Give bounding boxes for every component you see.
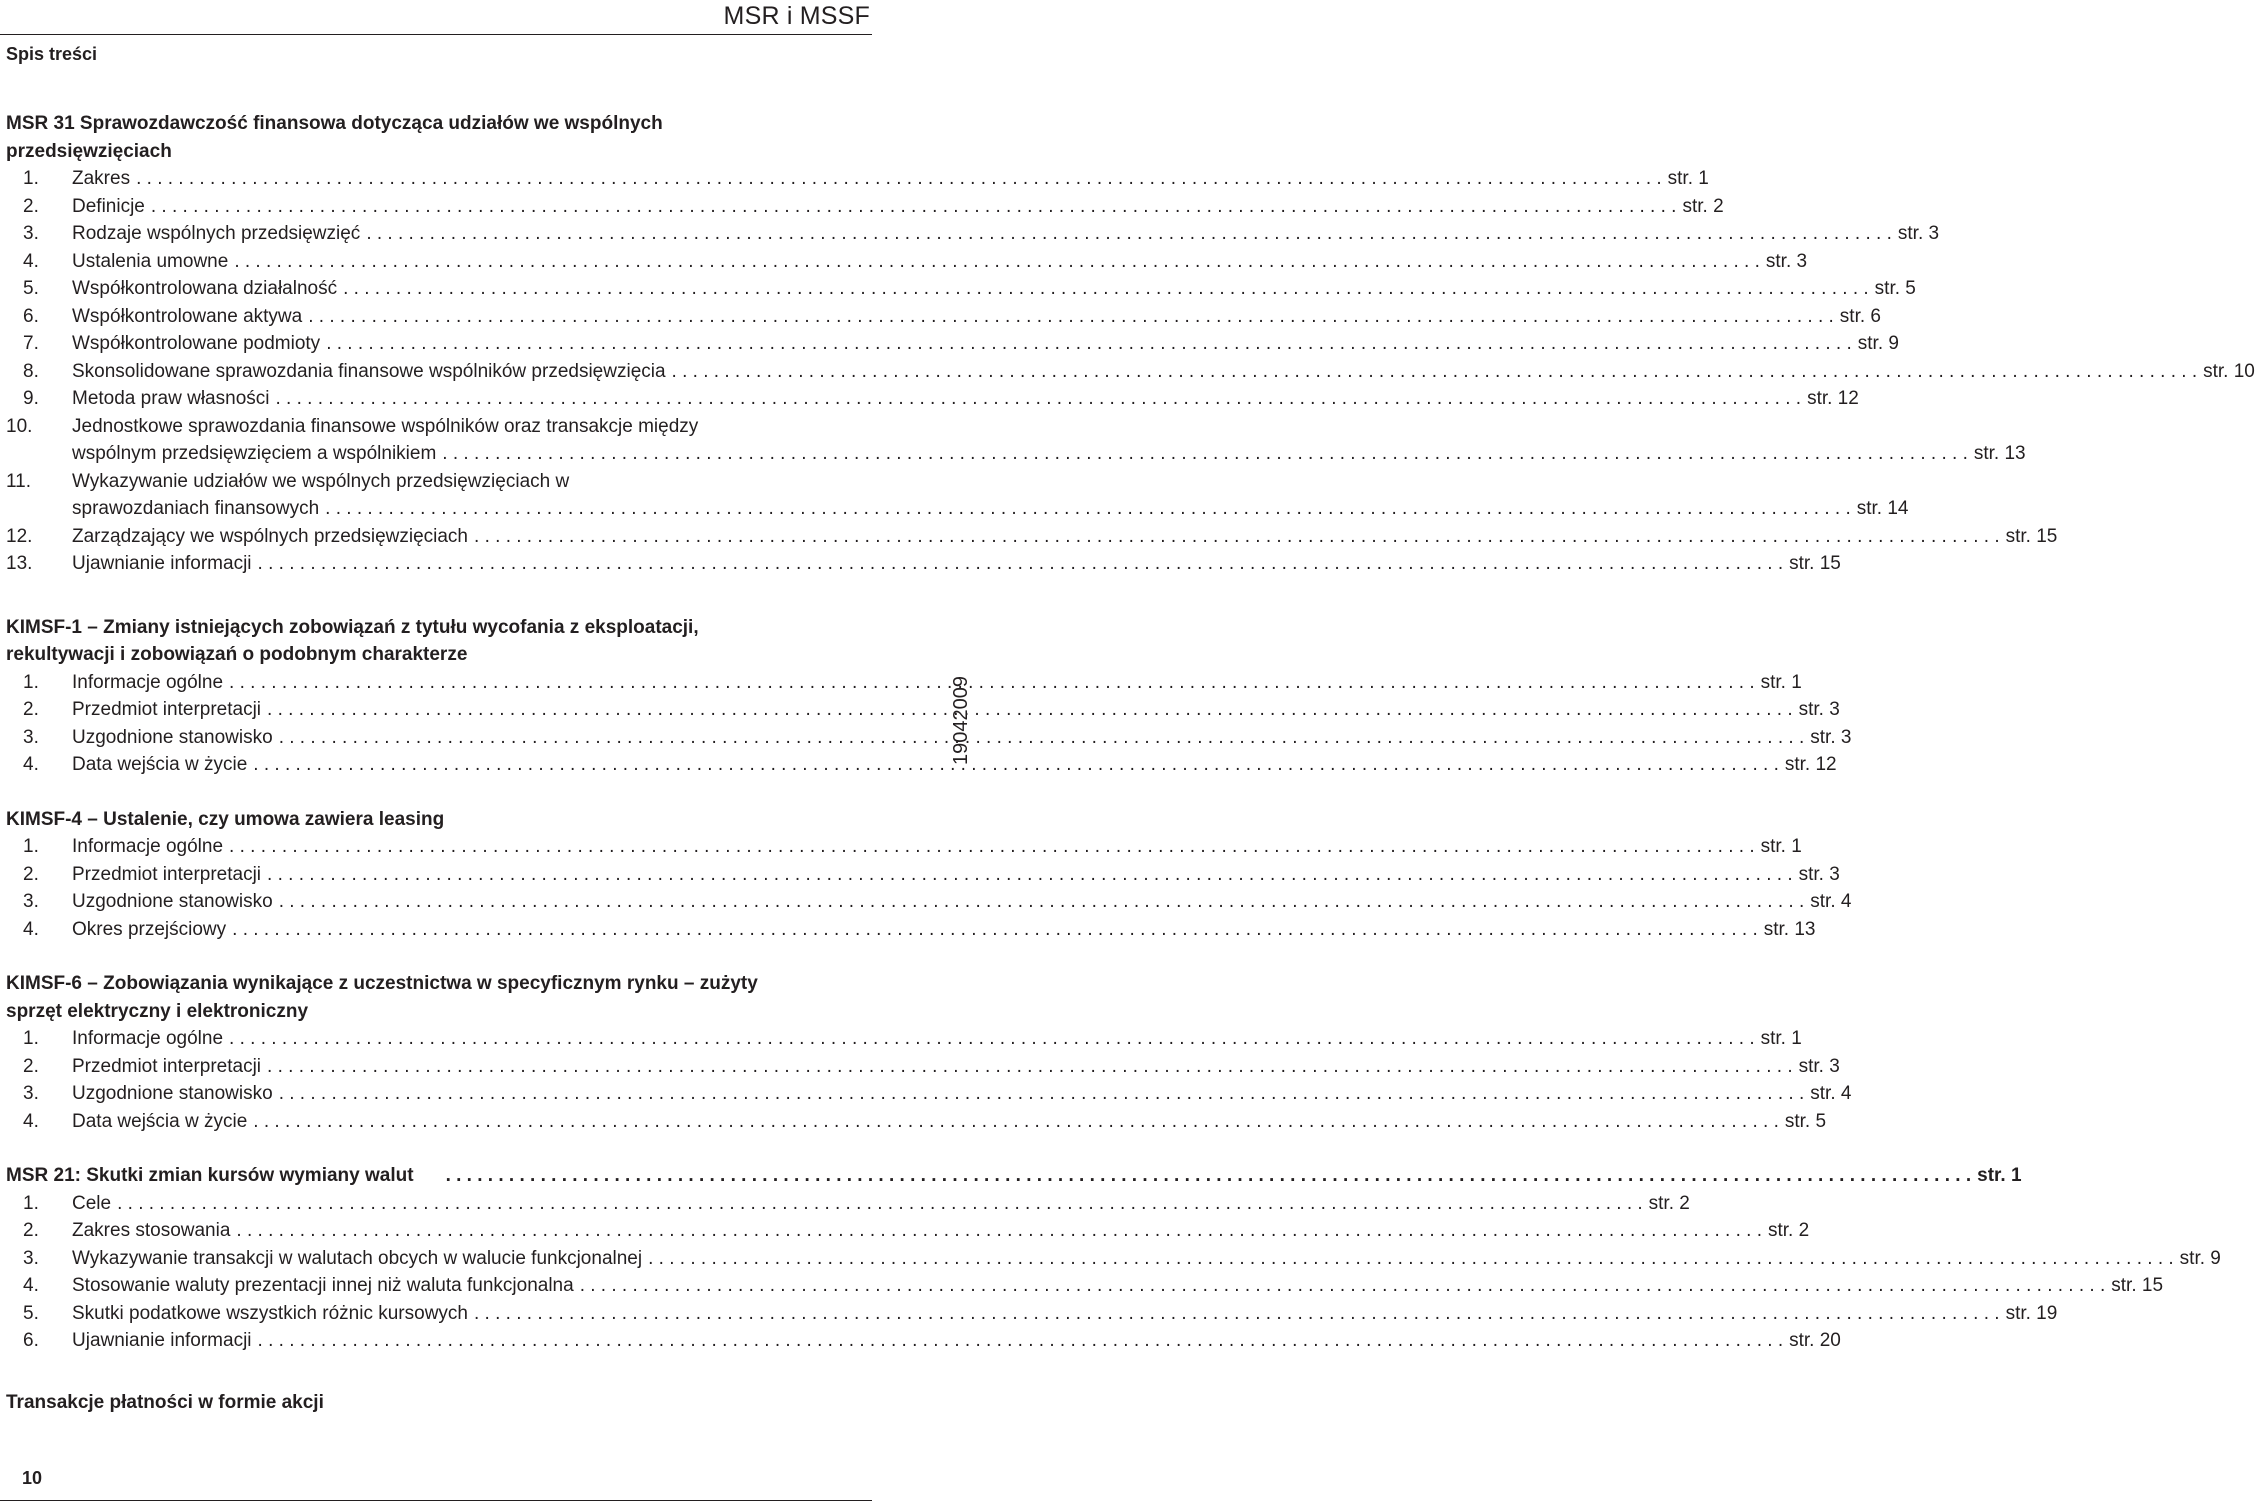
toc-entry [6,751,1837,779]
entry-body [72,358,2255,386]
entry-number: 5. [23,278,39,299]
section-title [6,970,870,1025]
entry-text: Zarządzający we wspólnych przedsięwzięciach [72,525,469,547]
entry-text: Wykazywanie udziałów we wspólnych przedsięwzięciach w [72,470,570,492]
entry-number: 2. [23,699,39,720]
section-title-text: MSR 21: Skutki zmian kursów wymiany walut [6,1165,414,1186]
entry-text: Ujawnianie informacji [72,553,252,574]
entry-line [72,248,1808,276]
entry-text: Przedmiot interpretacji [72,1055,262,1077]
entry-page-ref: str. 20 [1789,1330,1841,1351]
toc-entry [6,1300,2058,1328]
entry-text: Cele [72,1192,112,1214]
toc-entry [6,275,1916,303]
entry-page-ref: str. 2 [1648,1192,1690,1214]
entry-number: 4. [23,1275,39,1296]
section-title-text: KIMSF-4 – Ustalenie, czy umowa zawiera leasing [6,808,445,830]
dot-leader [151,193,1677,221]
entry-text: sprawozdaniach finansowych [72,498,320,519]
entry-line [72,1245,2221,1273]
entry-text: Współkontrolowane aktywa [72,305,303,327]
entry-number: 2. [23,863,39,885]
entry-text: Okres przejściowy [72,918,227,940]
toc-entry [6,550,1841,578]
entry-body [72,303,1881,331]
entry-text: Uzgodnione stanowisko [72,891,273,912]
entry-page-ref: str. 1 [1667,168,1709,189]
dot-leader [258,1327,1784,1355]
entry-page-ref: str. 15 [2005,525,2058,547]
entry-line [72,751,1837,779]
dot-leader [325,495,1851,523]
entry-number: 1. [23,168,39,189]
entry-line [72,1025,1802,1053]
toc-entry [6,523,2058,551]
entry-line [72,468,870,496]
section-title-line [6,806,870,834]
dot-leader [279,1080,1805,1108]
entry-number: 2. [23,1055,39,1077]
entry-line [72,303,1881,331]
toc-entry [6,1025,1802,1053]
dot-leader [580,1272,2106,1300]
entry-number: 4. [23,250,39,272]
entry-body [72,669,1802,697]
entry-body [72,1327,1841,1355]
dot-leader [308,303,1834,331]
toc-entry [6,303,1881,331]
entry-number: 6. [23,1330,39,1351]
entry-body [72,1272,2164,1300]
dot-leader [229,669,1755,697]
section-title-line [6,1389,870,1417]
page-number: 10 [22,1468,43,1488]
entry-body [72,248,1808,276]
dot-leader [232,916,1758,944]
entry-number: 2. [23,195,39,217]
entry-text: Rodzaje wspólnych przedsięwzięć [72,223,361,244]
entry-body [72,861,1840,889]
section-title-text: przedsięwzięciach [6,140,172,162]
footer-rule [0,1500,872,1501]
entry-line [72,861,1840,889]
entry-number: 1. [23,1192,39,1214]
toc-entry [6,1327,1841,1355]
entry-body [72,1217,1810,1245]
section-title-line [6,614,870,642]
entry-page-ref: str. 9 [1857,333,1899,354]
section-title-text: sprzęt elektryczny i elektroniczny [6,1000,309,1022]
entry-body [72,724,1852,752]
entry-number: 13. [6,553,33,574]
toc-entry [6,330,1899,358]
entry-body [72,696,1840,724]
toc-section [6,110,2255,578]
dot-leader [253,1108,1779,1136]
entry-text: Data wejścia w życie [72,1110,248,1132]
section-title-line [6,138,870,166]
section-title-text: Transakcje płatności w formie akcji [6,1391,324,1413]
dot-leader [136,165,1662,193]
entry-body [72,275,1916,303]
toc-entry [6,165,1709,193]
section-title-line [6,1162,2022,1190]
toc-entry [6,1245,2221,1273]
entry-number: 9. [23,388,39,409]
entry-text: Informacje ogólne [72,671,224,693]
section-title-line [6,998,870,1026]
entry-page-ref: str. 9 [2179,1247,2221,1269]
entry-line [72,275,1916,303]
entry-number: 3. [23,1247,39,1269]
toc-entry [6,696,1840,724]
entry-page-ref: str. 3 [1798,863,1840,885]
dot-leader [279,724,1805,752]
entry-line [72,669,1802,697]
entry-text: Jednostkowe sprawozdania finansowe wspólników oraz transakcje między [72,415,699,437]
entry-line [72,1327,1841,1355]
toc-entry [6,1108,1827,1136]
dot-leader [474,523,2000,551]
entry-body [72,1108,1827,1136]
entry-text: Współkontrolowana działalność [72,278,338,299]
entry-text: Zakres stosowania [72,1220,231,1241]
dot-leader [253,751,1779,779]
entry-text: Przedmiot interpretacji [72,863,262,885]
entry-number: 10. [6,415,33,437]
entry-page-ref: str. 13 [1763,918,1816,940]
entry-page-ref: str. 3 [1798,1055,1840,1077]
dot-leader [267,861,1793,889]
toc-section [6,806,1852,944]
entry-line [72,1217,1810,1245]
section-title [6,1162,2022,1190]
toc-entry [6,413,2026,468]
dot-leader [267,696,1793,724]
dot-leader [672,358,2198,386]
entry-page-ref: str. 19 [2005,1302,2058,1324]
entry-line [72,440,2026,468]
entry-body [72,916,1816,944]
entry-text: Przedmiot interpretacji [72,699,262,720]
entry-text: Metoda praw własności [72,388,270,409]
entry-line [72,1080,1852,1108]
entry-number: 3. [23,726,39,748]
entry-body [72,550,1841,578]
entry-page-ref: str. 15 [2111,1275,2164,1296]
entry-number: 1. [23,836,39,857]
entry-line [72,330,1899,358]
entry-body [72,1080,1852,1108]
entry-number: 6. [23,305,39,327]
toc-entry [6,1217,1810,1245]
entry-number: 1. [23,671,39,693]
toc-section [6,1162,2221,1355]
entry-page-ref: str. 3 [1765,250,1808,272]
entry-page-ref: str. 2 [1682,195,1724,217]
toc-entry [6,833,1802,861]
dot-leader [474,1300,2000,1328]
entry-page-ref: str. 1 [1760,1028,1802,1049]
entry-page-ref: str. 6 [1839,305,1881,327]
entry-line [72,1053,1840,1081]
toc-entry [6,220,1940,248]
section-title [6,1389,870,1417]
entry-body [72,468,1909,523]
toc-entry [6,248,1808,276]
entry-line [72,165,1709,193]
entry-body [72,1245,2221,1273]
dot-leader [117,1190,1643,1218]
toc-section [6,1389,870,1417]
side-code: 19042009 [950,676,972,765]
entry-text: Skutki podatkowe wszystkich różnic kursowych [72,1302,468,1324]
entry-body [72,220,1940,248]
entry-line [72,550,1841,578]
section-title-line [6,641,870,669]
section-page-ref: str. 1 [1977,1165,2022,1186]
section-title-line [6,110,870,138]
entry-text: Ujawnianie informacji [72,1330,252,1351]
entry-body [72,1300,2058,1328]
dot-leader [648,1245,2174,1273]
section-title-text: rekultywacji i zobowiązań o podobnym charakterze [6,644,468,665]
entry-line [72,1272,2164,1300]
entry-page-ref: str. 5 [1874,278,1916,299]
entry-page-ref: str. 12 [1807,388,1859,409]
toc-label: Spis treści [6,44,98,64]
toc-entry [6,358,2255,386]
toc-entry [6,1080,1852,1108]
dot-leader [258,550,1784,578]
entry-line [72,358,2255,386]
entry-line [72,220,1940,248]
dot-leader [229,833,1755,861]
entry-text: Informacje ogólne [72,836,224,857]
entry-body [72,193,1724,221]
entry-number: 11. [6,470,32,492]
entry-number: 4. [23,754,39,775]
toc-entry [6,385,1859,413]
running-header-title: MSR i MSSF [723,2,870,30]
toc-entry [6,724,1852,752]
entry-body [72,330,1899,358]
entry-text: Informacje ogólne [72,1028,224,1049]
toc-entry [6,1190,1690,1218]
entry-body [72,1025,1802,1053]
entry-number: 7. [23,333,39,354]
entry-line [72,916,1816,944]
entry-page-ref: str. 12 [1784,754,1837,775]
entry-number: 2. [23,1220,39,1241]
entry-page-ref: str. 14 [1856,498,1909,519]
entry-text: Stosowanie waluty prezentacji innej niż waluta funkcjonalna [72,1275,574,1296]
entry-number: 3. [23,1083,39,1104]
entry-body [72,1053,1840,1081]
dot-leader [234,248,1760,276]
entry-number: 3. [23,223,39,244]
entry-text: Uzgodnione stanowisko [72,726,273,748]
entry-text: Wykazywanie transakcji w walutach obcych w walucie funkcjonalnej [72,1247,643,1269]
entry-page-ref: str. 1 [1760,836,1802,857]
entry-text: Data wejścia w życie [72,754,248,775]
toc-entry [6,1053,1840,1081]
entry-page-ref: str. 10 [2203,360,2255,382]
entry-number: 3. [23,891,39,912]
entry-body [72,888,1852,916]
entry-page-ref: str. 1 [1760,671,1802,693]
dot-leader [275,385,1801,413]
toc-entry [6,916,1816,944]
section-title [6,110,870,165]
dot-leader [267,1053,1793,1081]
entry-number: 5. [23,1302,39,1324]
entry-line [72,1300,2058,1328]
entry-line [72,724,1852,752]
entry-page-ref: str. 3 [1810,726,1852,748]
entry-text: Zakres [72,168,131,189]
dot-leader [442,440,1968,468]
entry-page-ref: str. 4 [1810,891,1852,912]
dot-leader [279,888,1805,916]
entry-number: 4. [23,1110,39,1132]
entry-text: wspólnym przedsięwzięciem a wspólnikiem [72,443,437,464]
entry-line [72,1108,1827,1136]
entry-page-ref: str. 13 [1973,443,2026,464]
dot-leader [236,1217,1762,1245]
entry-page-ref: str. 4 [1810,1083,1852,1104]
toc-entry [6,193,1724,221]
entry-page-ref: str. 5 [1784,1110,1827,1132]
entry-body [72,413,2026,468]
entry-line [72,833,1802,861]
entry-text: Współkontrolowane podmioty [72,333,321,354]
header-rule [0,34,872,35]
entry-page-ref: str. 2 [1767,1220,1810,1241]
entry-body [72,385,1859,413]
entry-page-ref: str. 15 [1789,553,1841,574]
entry-line [72,523,2058,551]
entry-body [72,751,1837,779]
dot-leader [343,275,1869,303]
entry-text: Uzgodnione stanowisko [72,1083,273,1104]
entry-line [72,495,1909,523]
section-title-text: MSR 31 Sprawozdawczość finansowa dotycząca udziałów we wspólnych [6,113,663,134]
toc-entry [6,1272,2164,1300]
entry-number: 12. [6,525,33,547]
entry-body [72,1190,1690,1218]
entry-body [72,165,1709,193]
entry-line [72,413,870,441]
entry-line [72,1190,1690,1218]
dot-leader [446,1162,1972,1190]
entry-body [72,523,2058,551]
toc-entry [6,669,1802,697]
dot-leader [326,330,1852,358]
toc-entry [6,861,1840,889]
section-title-text: KIMSF-6 – Zobowiązania wynikające z uczestnictwa w specyficznym rynku – zużyty [6,973,758,994]
entry-text: Skonsolidowane sprawozdania finansowe wspólników przedsięwzięcia [72,360,666,382]
entry-line [72,696,1840,724]
entry-page-ref: str. 3 [1798,699,1840,720]
toc-entry [6,468,1909,523]
dot-leader [229,1025,1755,1053]
toc-section [6,970,1852,1135]
entry-line [72,193,1724,221]
entry-body [72,833,1802,861]
entry-number: 1. [23,1028,39,1049]
toc-entry [6,888,1852,916]
entry-number: 8. [23,360,39,382]
entry-line [72,385,1859,413]
section-title [6,614,870,669]
entry-line [72,888,1852,916]
entry-page-ref: str. 3 [1897,223,1940,244]
section-title-line [6,970,870,998]
entry-text: Ustalenia umowne [72,250,229,272]
entry-text: Definicje [72,195,145,217]
section-title-text: KIMSF-1 – Zmiany istniejących zobowiązań z tytułu wycofania z eksploatacji, [6,616,699,638]
entry-number: 4. [23,918,39,940]
section-title [6,806,870,834]
dot-leader [366,220,1892,248]
